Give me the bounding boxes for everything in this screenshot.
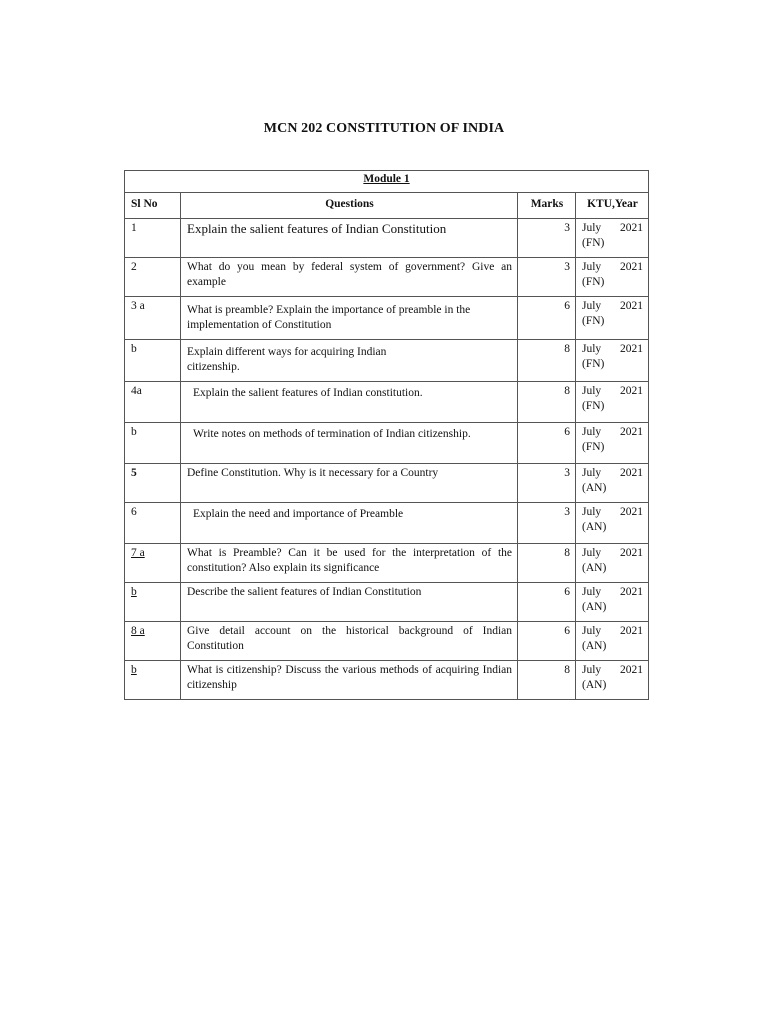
question-cell: Describe the salient features of Indian Constitution: [181, 583, 518, 622]
ktu-year-cell: [576, 622, 649, 661]
exam-session: (AN): [582, 562, 607, 574]
table-row: [125, 464, 649, 503]
table-row: [125, 340, 649, 382]
table-row: [125, 258, 649, 297]
header-row: [125, 193, 649, 219]
exam-session: (FN): [582, 441, 605, 453]
marks-cell: 8: [518, 340, 576, 382]
marks-cell: 3: [518, 219, 576, 258]
exam-session: (FN): [582, 400, 605, 412]
sl-no: 6: [131, 506, 137, 518]
sl-no: b: [131, 586, 137, 598]
sl-no-cell: [125, 423, 181, 464]
exam-month: July: [582, 343, 602, 355]
question-cell: What is citizenship? Discuss the various methods of acquiring Indian citizenship: [181, 661, 518, 700]
header-sl-no: Sl No: [125, 193, 181, 219]
marks-cell: 3: [518, 464, 576, 503]
sl-no: 4a: [131, 385, 142, 397]
sl-no-cell: [125, 544, 181, 583]
sl-no-cell: [125, 622, 181, 661]
exam-session: (AN): [582, 640, 607, 652]
exam-year: 2021: [620, 385, 644, 397]
table-row: [125, 583, 649, 622]
ktu-year-cell: [576, 382, 649, 423]
exam-month: July: [582, 625, 602, 637]
table-row: [125, 382, 649, 423]
table-row: [125, 622, 649, 661]
exam-session: (FN): [582, 358, 605, 370]
sl-no-cell: [125, 258, 181, 297]
header-marks: Marks: [518, 193, 576, 219]
sl-no-cell: [125, 503, 181, 544]
table-row: [125, 503, 649, 544]
ktu-year-cell: [576, 464, 649, 503]
exam-session: (FN): [582, 276, 605, 288]
marks-cell: 8: [518, 382, 576, 423]
exam-year: 2021: [620, 506, 644, 518]
question-cell: What do you mean by federal system of government? Give an example: [181, 258, 518, 297]
exam-month: July: [582, 426, 602, 438]
question-cell: Explain different ways for acquiring Indian citizenship.: [181, 340, 518, 382]
marks-cell: 3: [518, 503, 576, 544]
marks-cell: 6: [518, 423, 576, 464]
ktu-year-cell: [576, 297, 649, 340]
sl-no-cell: [125, 340, 181, 382]
module-row: [125, 171, 649, 193]
exam-month: July: [582, 467, 602, 479]
sl-no-cell: [125, 661, 181, 700]
question-cell: Explain the salient features of Indian Constitution: [181, 219, 518, 258]
ktu-year-cell: [576, 423, 649, 464]
sl-no: 7 a: [131, 547, 145, 559]
table-row: [125, 297, 649, 340]
exam-session: (AN): [582, 601, 607, 613]
question-cell: Define Constitution. Why is it necessary for a Country: [181, 464, 518, 503]
question-cell: What is preamble? Explain the importance of preamble in the implementation of Constitution: [181, 297, 518, 340]
marks-cell: 8: [518, 661, 576, 700]
marks-cell: 3: [518, 258, 576, 297]
exam-month: July: [582, 261, 602, 273]
sl-no: 2: [131, 261, 137, 273]
exam-year: 2021: [620, 261, 644, 273]
sl-no: 8 a: [131, 625, 145, 637]
questions-table: [124, 170, 649, 700]
exam-year: 2021: [620, 222, 644, 234]
exam-session: (AN): [582, 679, 607, 691]
exam-session: (FN): [582, 315, 605, 327]
exam-month: July: [582, 222, 602, 234]
sl-no: b: [131, 664, 137, 676]
table-row: [125, 423, 649, 464]
sl-no: 5: [131, 467, 137, 479]
document-title: MCN 202 CONSTITUTION OF INDIA: [263, 121, 505, 136]
header-questions: Questions: [181, 193, 518, 219]
exam-year: 2021: [620, 300, 644, 312]
ktu-year-cell: [576, 503, 649, 544]
ktu-year-cell: [576, 219, 649, 258]
table-row: [125, 661, 649, 700]
exam-year: 2021: [620, 664, 644, 676]
module-heading: Module 1: [125, 171, 649, 193]
sl-no-cell: [125, 297, 181, 340]
exam-session: (FN): [582, 237, 605, 249]
question-cell: Explain the need and importance of Preamble: [181, 503, 518, 544]
sl-no-cell: [125, 464, 181, 503]
question-cell: Write notes on methods of termination of Indian citizenship.: [181, 423, 518, 464]
header-ktu-year: KTU,Year: [576, 193, 649, 219]
marks-cell: 6: [518, 297, 576, 340]
exam-year: 2021: [620, 547, 644, 559]
sl-no: b: [131, 343, 137, 355]
ktu-year-cell: [576, 661, 649, 700]
table-row: [125, 219, 649, 258]
sl-no: 3 a: [131, 300, 145, 312]
sl-no-cell: [125, 583, 181, 622]
question-cell: What is Preamble? Can it be used for the interpretation of the constitution? Also explain its significance: [181, 544, 518, 583]
ktu-year-cell: [576, 583, 649, 622]
exam-year: 2021: [620, 426, 644, 438]
sl-no: b: [131, 426, 137, 438]
exam-month: July: [582, 547, 602, 559]
exam-year: 2021: [620, 343, 644, 355]
sl-no-cell: [125, 219, 181, 258]
exam-year: 2021: [620, 586, 644, 598]
ktu-year-cell: [576, 340, 649, 382]
exam-year: 2021: [620, 467, 644, 479]
ktu-year-cell: [576, 544, 649, 583]
exam-session: (AN): [582, 521, 607, 533]
sl-no: 1: [131, 222, 137, 234]
marks-cell: 6: [518, 583, 576, 622]
exam-month: July: [582, 664, 602, 676]
exam-year: 2021: [620, 625, 644, 637]
ktu-year-cell: [576, 258, 649, 297]
marks-cell: 8: [518, 544, 576, 583]
question-cell: Give detail account on the historical background of Indian Constitution: [181, 622, 518, 661]
table-row: [125, 544, 649, 583]
exam-month: July: [582, 506, 602, 518]
exam-session: (AN): [582, 482, 607, 494]
exam-month: July: [582, 586, 602, 598]
question-cell: Explain the salient features of Indian constitution.: [181, 382, 518, 423]
exam-month: July: [582, 385, 602, 397]
sl-no-cell: [125, 382, 181, 423]
exam-month: July: [582, 300, 602, 312]
marks-cell: 6: [518, 622, 576, 661]
